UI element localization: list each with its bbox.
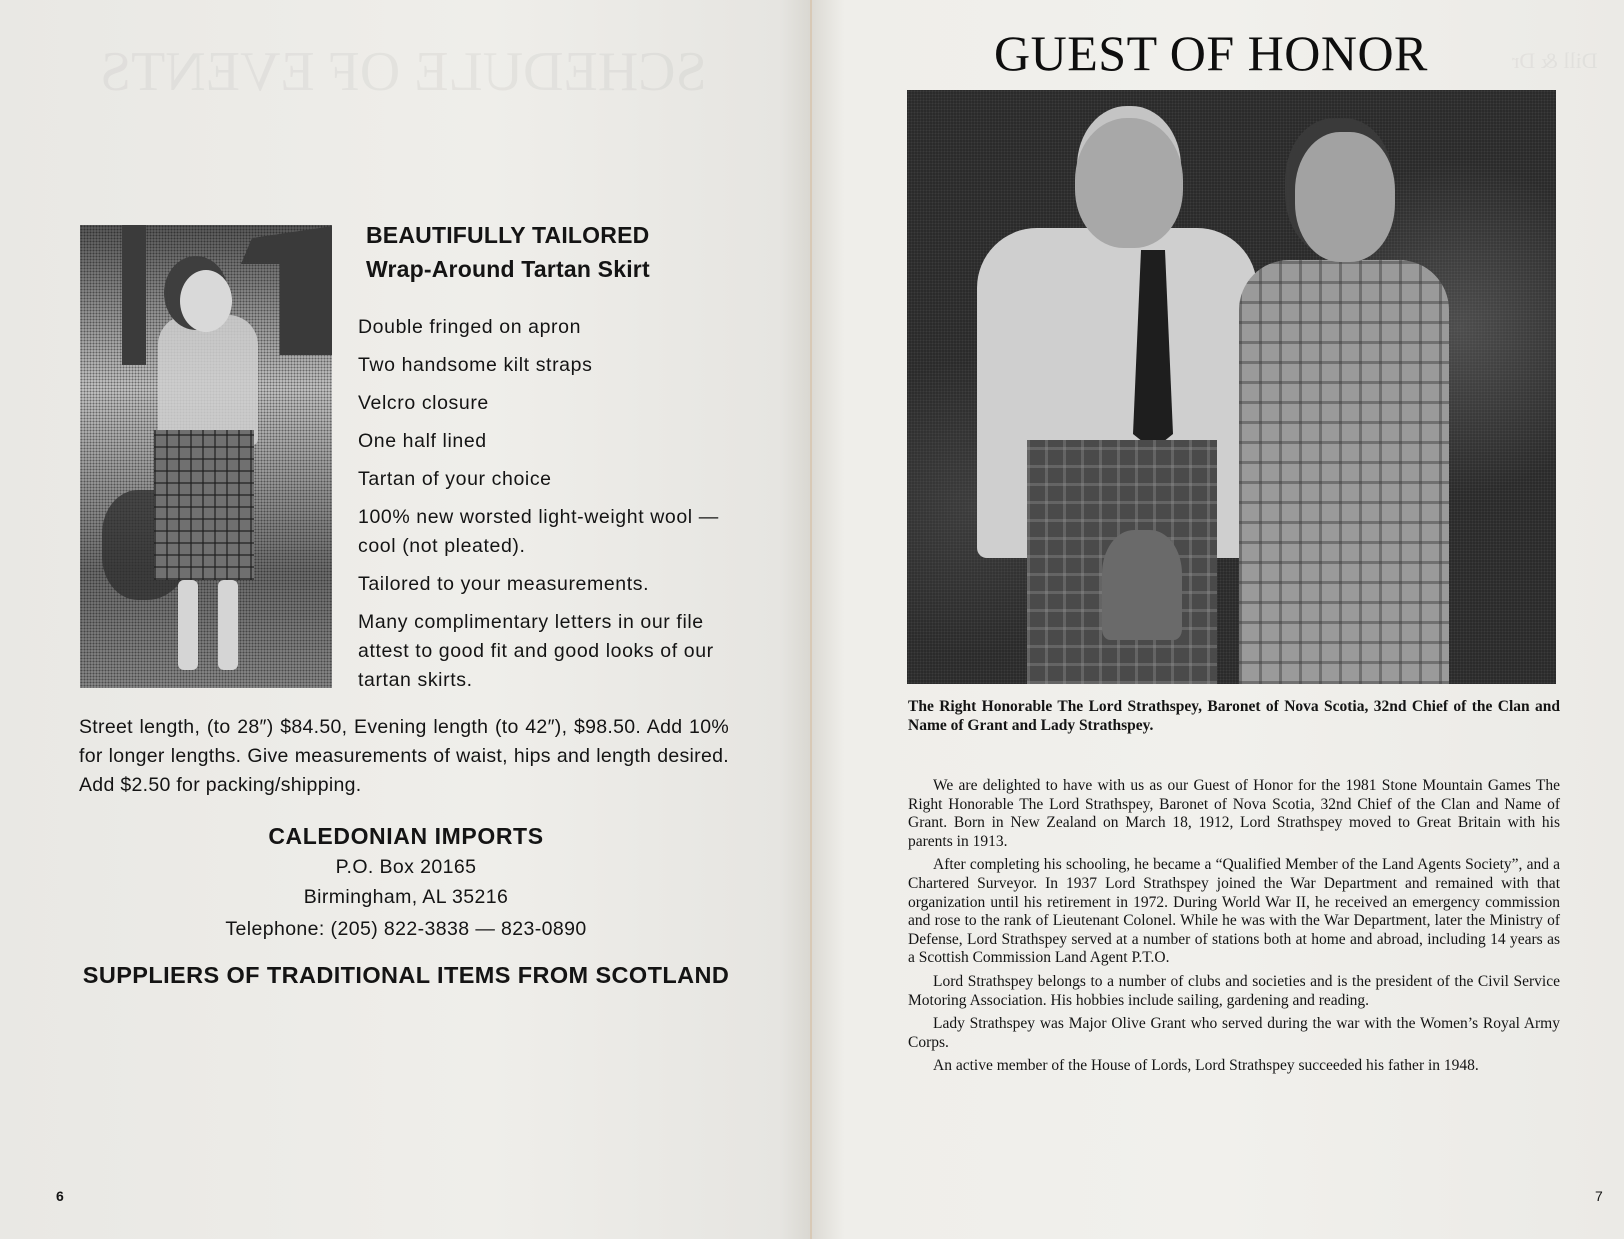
photo-figure-leg: [218, 580, 238, 670]
photo-figure-head: [180, 270, 232, 332]
company-city: Birmingham, AL 35216: [303, 886, 509, 908]
guest-of-honor-photo: [907, 90, 1556, 684]
photo-sporran: [1102, 530, 1182, 640]
feature-item: Tartan of your choice: [358, 468, 552, 490]
feature-item: Velcro closure: [358, 392, 489, 414]
feature-item: 100% new worsted light-weight wool — cool (not pleated).: [358, 506, 719, 557]
photo-man-head: [1075, 118, 1183, 248]
pricing-text: Street length, (to 28″) $84.50, Evening length (to 42″), $98.50. Add 10% for longer lengths. Give measurements of waist, hips and length desired. Add $2.50 for packing/shipping.: [79, 716, 729, 796]
photo-figure-leg: [178, 580, 198, 670]
bio-paragraph: After completing his schooling, he became a “Qualified Member of the Land Agents Society”, and a Chartered Surveyor. In 1937 Lord Strathspey joined the War Department and remained with that organization until his retirement in 1972. During World War II, he received an emergency commission and rose to the rank of Lieutenant Colonel. While he was with the War Department, later the Ministry of Defense, Lord Strathspey served at a number of stations both at home and abroad, including 14 years as a Scottish Commission Land Agent P.T.O.: [908, 856, 1560, 967]
photo-caption: The Right Honorable The Lord Strathspey, Baronet of Nova Scotia, 32nd Chief of the Clan and Name of Grant and Lady Strathspey.: [908, 698, 1560, 734]
ad-subheading: Wrap-Around Tartan Skirt: [366, 256, 650, 282]
photo-woman-head: [1295, 132, 1395, 262]
page-number-left: 6: [56, 1188, 64, 1204]
photo-door: [122, 225, 146, 365]
bio-paragraph: Lord Strathspey belongs to a number of clubs and societies and is the president of the Civil Service Motoring Association. His hobbies include sailing, gardening and reading.: [908, 972, 1560, 1009]
feature-item: Double fringed on apron: [358, 316, 582, 338]
biography: [908, 777, 1560, 1081]
company-name: CALEDONIAN IMPORTS: [268, 823, 544, 849]
feature-item: Two handsome kilt straps: [358, 354, 593, 376]
photo-tartan-skirt: [154, 430, 254, 580]
bio-paragraph: We are delighted to have with us as our Guest of Honor for the 1981 Stone Mountain Games The Right Honorable The Lord Strathspey, Baronet of Nova Scotia, 32nd Chief of the Clan and Name of Grant. Born in New Zealand on March 18, 1912, Lord Strathspey moved to Great Britain with his parents in 1913.: [908, 777, 1560, 850]
page-number-right: 7: [1595, 1188, 1603, 1204]
page-title: GUEST OF HONOR: [994, 25, 1428, 81]
company-po-box: P.O. Box 20165: [335, 856, 477, 878]
feature-item: One half lined: [358, 430, 487, 452]
show-through-text: [1512, 48, 1598, 74]
skirt-model-photo: [80, 225, 332, 688]
photo-figure-torso: [158, 315, 258, 445]
feature-item: Tailored to your measurements.: [358, 573, 650, 595]
photo-woman-dress: [1239, 260, 1449, 684]
feature-item: Many complimentary letters in our file attest to good fit and good looks of our tartan skirts.: [358, 611, 714, 691]
bio-paragraph: Lady Strathspey was Major Olive Grant who served during the war with the Women’s Royal Army Corps.: [908, 1015, 1560, 1051]
ad-tagline: SUPPLIERS OF TRADITIONAL ITEMS FROM SCOTLAND: [82, 962, 730, 988]
show-through-text: [100, 40, 707, 104]
company-telephone: Telephone: (205) 822-3838 — 823-0890: [225, 918, 587, 940]
bio-paragraph: An active member of the House of Lords, Lord Strathspey succeeded his father in 1948.: [933, 1057, 1479, 1075]
ad-heading: BEAUTIFULLY TAILORED: [366, 222, 650, 248]
feature-list: [358, 313, 738, 704]
